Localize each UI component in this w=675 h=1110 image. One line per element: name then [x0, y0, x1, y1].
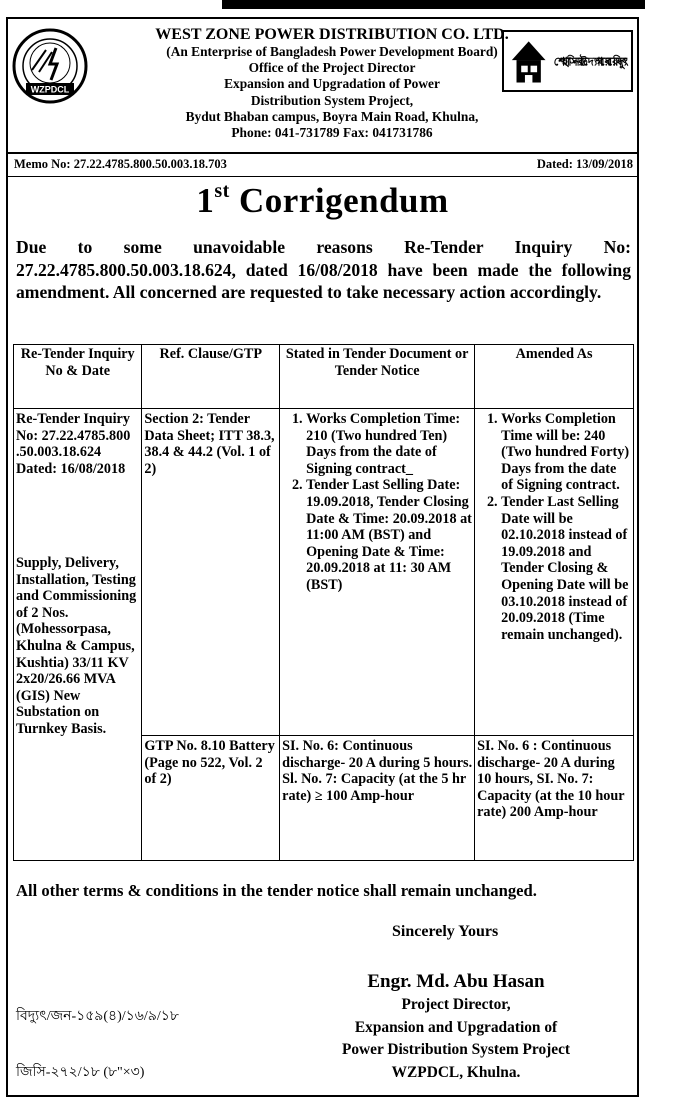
salutation: Sincerely Yours: [392, 923, 499, 940]
list-item: 1. Works Completion Time: 210 (Two hundred Ten) Days from the date of Signing contract_: [306, 411, 472, 477]
header-line: Bydut Bhaban campus, Boyra Main Road, Khulna,: [185, 108, 479, 124]
inquiry-description: Supply, Delivery, Installation, Testing and Commissioning of 2 Nos. (Mohessorpasa, Khulna & Campus, Kushtia) 33/11 KV 2x20/26.66 MVA (GIS) New Substation on Turnkey Basis.: [16, 555, 137, 737]
letterhead: [92, 26, 572, 141]
sheikh-hasina-initiative-logo: [502, 30, 633, 92]
reference-code: জিসি-২৭২/১৮ (৮"×৩): [16, 1065, 145, 1080]
page-title: [0, 180, 645, 221]
signature-block: [306, 970, 606, 1084]
header-line: Phone: 041-731789 Fax: 041731786: [231, 125, 433, 141]
wzpdcl-logo: [12, 28, 88, 104]
signatory-line: WZPDCL, Khulna.: [391, 1063, 521, 1081]
memo-number: Memo No: 27.22.4785.800.50.003.18.703: [14, 157, 227, 171]
header-line: Office of the Project Director: [248, 60, 416, 76]
amended-cell: SI. No. 6 : Continuous discharge- 20 A during 10 hours, SI. No. 7: Capacity (at the 10 hour rate) 200 Amp-hour: [475, 736, 634, 861]
intro-paragraph: Due to some unavoidable reasons Re-Tender Inquiry No: 27.22.4785.800.50.003.18.624, dated 16/08/2018 have been made the following amendment. All concerned are requested to take necessary action accordingly.: [16, 237, 631, 302]
stated-cell: [280, 409, 475, 736]
column-header: Ref. Clause/GTP: [142, 345, 280, 409]
closing-statement: All other terms & conditions in the tender notice shall remain unchanged.: [16, 881, 537, 900]
column-header: Amended As: [475, 345, 634, 409]
title-suffix: st: [214, 180, 230, 202]
header-line: Distribution System Project,: [250, 92, 414, 108]
column-header: Re-Tender Inquiry No & Date: [14, 345, 142, 409]
title-number: 1: [196, 181, 215, 220]
reference-code: বিদ্যুৎ/জন-১৫৯(৪)/১৬/৯/১৮: [16, 1009, 179, 1024]
inquiry-number: Re-Tender Inquiry No: 27.22.4785.800 .50.003.18.624 Dated: 16/08/2018: [16, 411, 131, 477]
divider: [6, 176, 639, 177]
signatory-line: Power Distribution System Project: [341, 1041, 571, 1058]
signatory-line: Project Director,: [401, 996, 511, 1013]
list-item: 2. Tender Last Selling Date will be 02.10.2018 instead of 19.09.2018 and Tender Closing & Opening Date will be 03.10.2018 instead of 20.09.2018 (Time remain unchanged).: [501, 494, 631, 643]
signatory-line: Expansion and Upgradation of: [354, 1018, 558, 1036]
column-header: Stated in Tender Document or Tender Notice: [280, 345, 475, 409]
memo-date: Dated: 13/09/2018: [536, 157, 633, 171]
logo-right-text: শেখ হাসিনার উদ্যোগ ঘরে ঘরে বিদ্যুৎ: [553, 54, 629, 69]
signatory-name: Engr. Md. Abu Hasan: [367, 971, 545, 992]
list-item: 1. Works Completion Time will be: 240 (Two hundred Forty) Days from the date of Signing contract.: [501, 411, 631, 494]
stated-cell: SI. No. 6: Continuous discharge- 20 A during 5 hours. Sl. No. 7: Capacity (at the 5 hr rate) ≥ 100 Amp-hour: [280, 736, 475, 861]
header-line: Expansion and Upgradation of Power: [224, 76, 440, 92]
title-word: Corrigendum: [239, 181, 449, 220]
logo-left-text: WZPDCL: [30, 84, 70, 95]
top-clipped-bar: [222, 0, 645, 9]
ref-cell: Section 2: Tender Data Sheet; ITT 38.3, 38.4 & 44.2 (Vol. 1 of 2): [142, 409, 280, 736]
amended-cell: [475, 409, 634, 736]
amendment-table: [13, 344, 634, 861]
table-header-row: [14, 345, 634, 409]
org-name: WEST ZONE POWER DISTRIBUTION CO. LTD.: [155, 26, 509, 43]
table-row: [14, 409, 634, 736]
inquiry-cell: [14, 409, 142, 861]
list-item: 2. Tender Last Selling Date: 19.09.2018, Tender Closing Date & Time: 20.09.2018 at 11:00 AM (BST) and Opening Date & Time: 20.09.2018 at 11: 30 AM (BST): [306, 477, 472, 593]
header-line: (An Enterprise of Bangladesh Power Development Board): [166, 44, 498, 59]
divider: [6, 152, 639, 154]
ref-cell: GTP No. 8.10 Battery (Page no 522, Vol. 2 of 2): [142, 736, 280, 861]
